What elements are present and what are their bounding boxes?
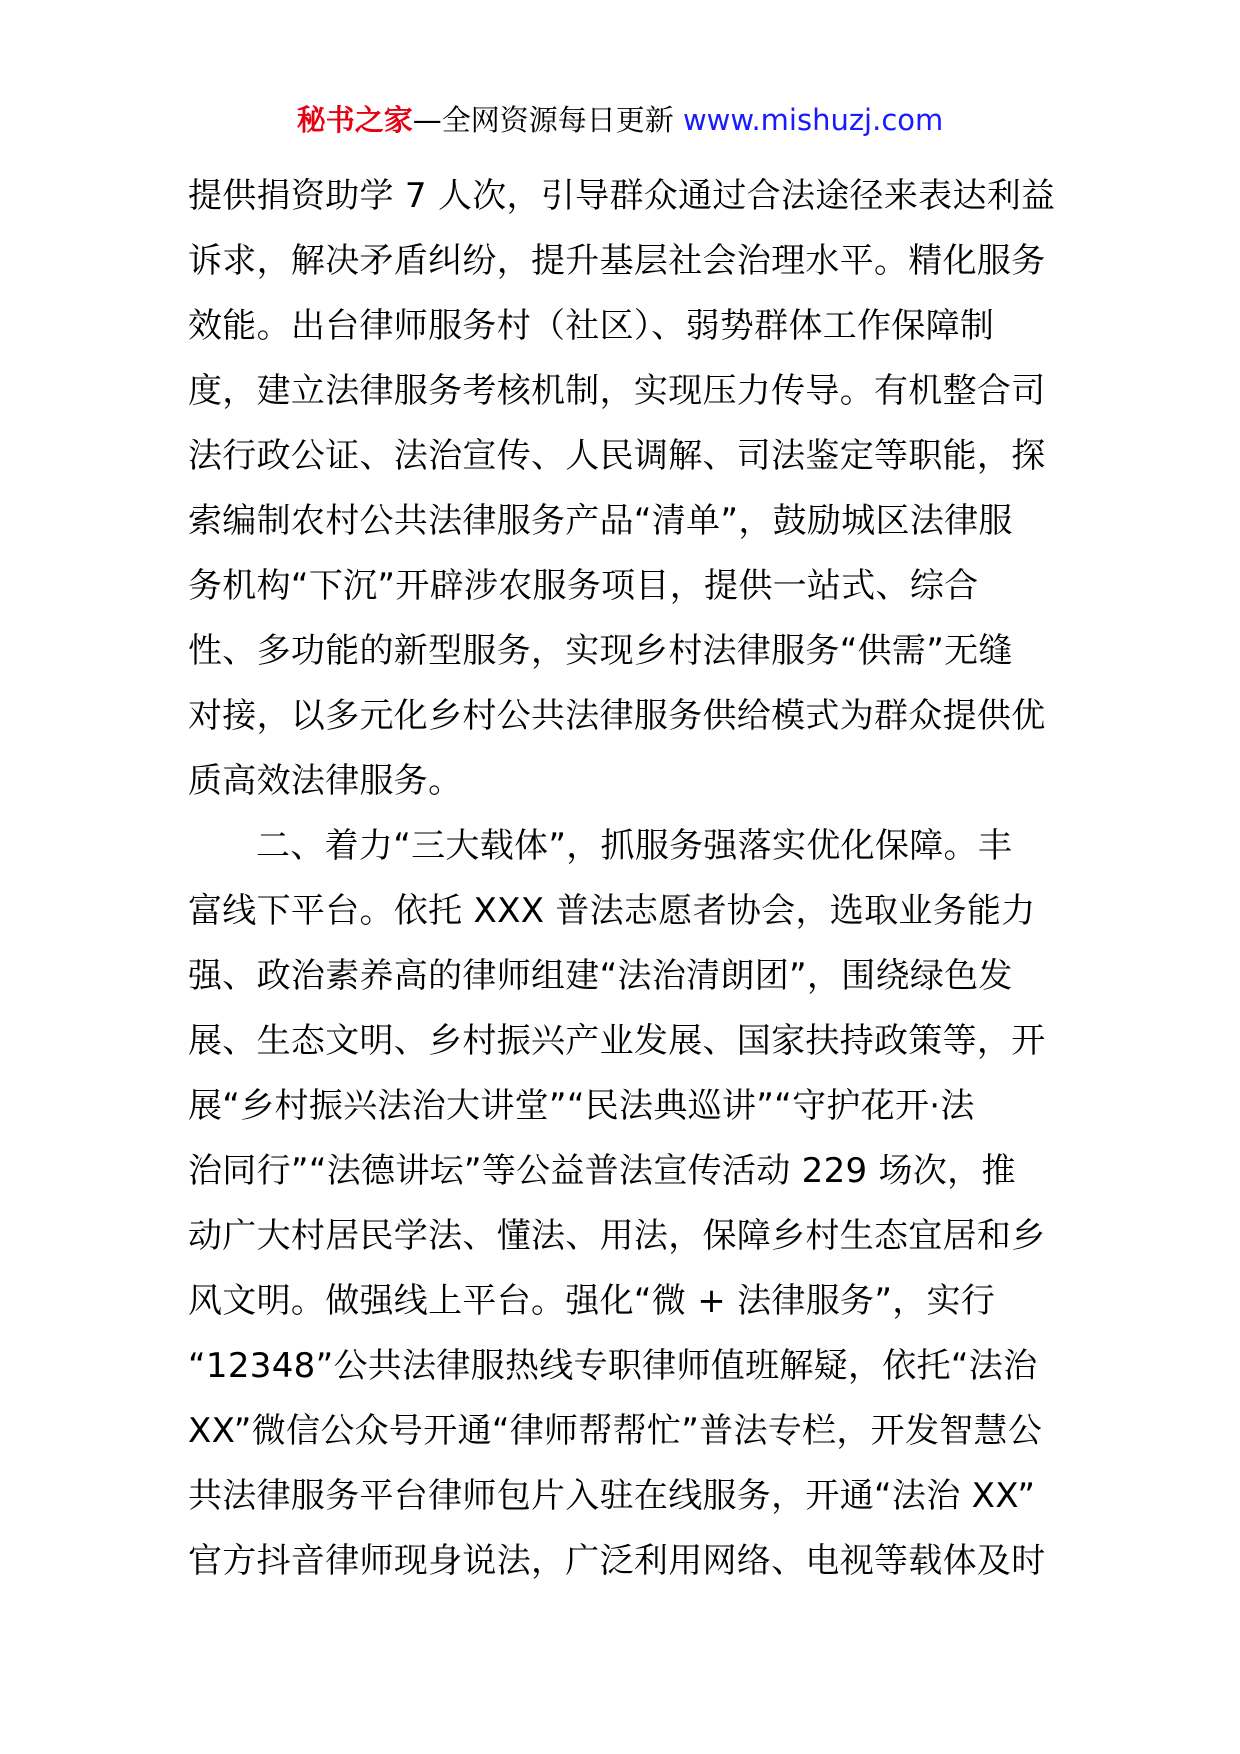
text-line: 动广大村居民学法、懂法、用法，保障乡村生态宜居和乡 <box>188 1216 1046 1256</box>
text-line: 治同行”“法德讲坛”等公益普法宣传活动 229 场次，推 <box>188 1151 1016 1191</box>
text-line: 富线下平台。依托 XXX 普法志愿者协会，选取业务能力 <box>188 891 1036 931</box>
watermark-header <box>0 100 1240 140</box>
text-line: XX”微信公众号开通“律师帮帮忙”普法专栏，开发智慧公 <box>188 1411 1043 1451</box>
text-line: 风文明。做强线上平台。强化“微 + 法律服务”，实行 <box>188 1281 996 1321</box>
text-line: 法行政公证、法治宣传、人民调解、司法鉴定等职能，探 <box>188 436 1046 476</box>
text-line: 效能。出台律师服务村（社区）、弱势群体工作保障制 <box>188 306 995 346</box>
text-line: 性、多功能的新型服务，实现乡村法律服务“供需”无缝 <box>188 631 1013 671</box>
text-line: 二、着力“三大载体”，抓服务强落实优化保障。丰 <box>256 826 1013 866</box>
paragraph-1 <box>188 164 1058 814</box>
text-line: 度，建立法律服务考核机制，实现压力传导。有机整合司 <box>188 371 1046 411</box>
text-line: 索编制农村公共法律服务产品“清单”，鼓励城区法律服 <box>188 501 1013 541</box>
header-brand: 秘书之家 <box>296 103 413 137</box>
paragraph-2 <box>188 814 1058 1594</box>
document-body <box>188 164 1058 1594</box>
text-line: 诉求，解决矛盾纠纷，提升基层社会治理水平。精化服务 <box>188 241 1046 281</box>
text-line: 官方抖音律师现身说法，广泛利用网络、电视等载体及时 <box>188 1541 1046 1581</box>
header-tagline: —全网资源每日更新 <box>412 103 674 137</box>
text-line: 展“乡村振兴法治大讲堂”“民法典巡讲”“守护花开·法 <box>188 1086 975 1126</box>
text-line: “12348”公共法律服热线专职律师值班解疑，依托“法治 <box>188 1346 1038 1386</box>
text-line: 对接，以多元化乡村公共法律服务供给模式为群众提供优 <box>188 696 1046 736</box>
text-line: 务机构“下沉”开辟涉农服务项目，提供一站式、综合 <box>188 566 979 606</box>
header-url-link[interactable]: www.mishuzj.com <box>682 103 944 137</box>
text-line: 强、政治素养高的律师组建“法治清朗团”，围绕绿色发 <box>188 956 1013 996</box>
text-line: 展、生态文明、乡村振兴产业发展、国家扶持政策等，开 <box>188 1021 1046 1061</box>
text-line: 共法律服务平台律师包片入驻在线服务，开通“法治 XX” <box>188 1476 1036 1516</box>
text-line: 质高效法律服务。 <box>188 761 463 801</box>
text-line: 提供捐资助学 7 人次，引导群众通过合法途径来表达利益 <box>188 176 1056 216</box>
